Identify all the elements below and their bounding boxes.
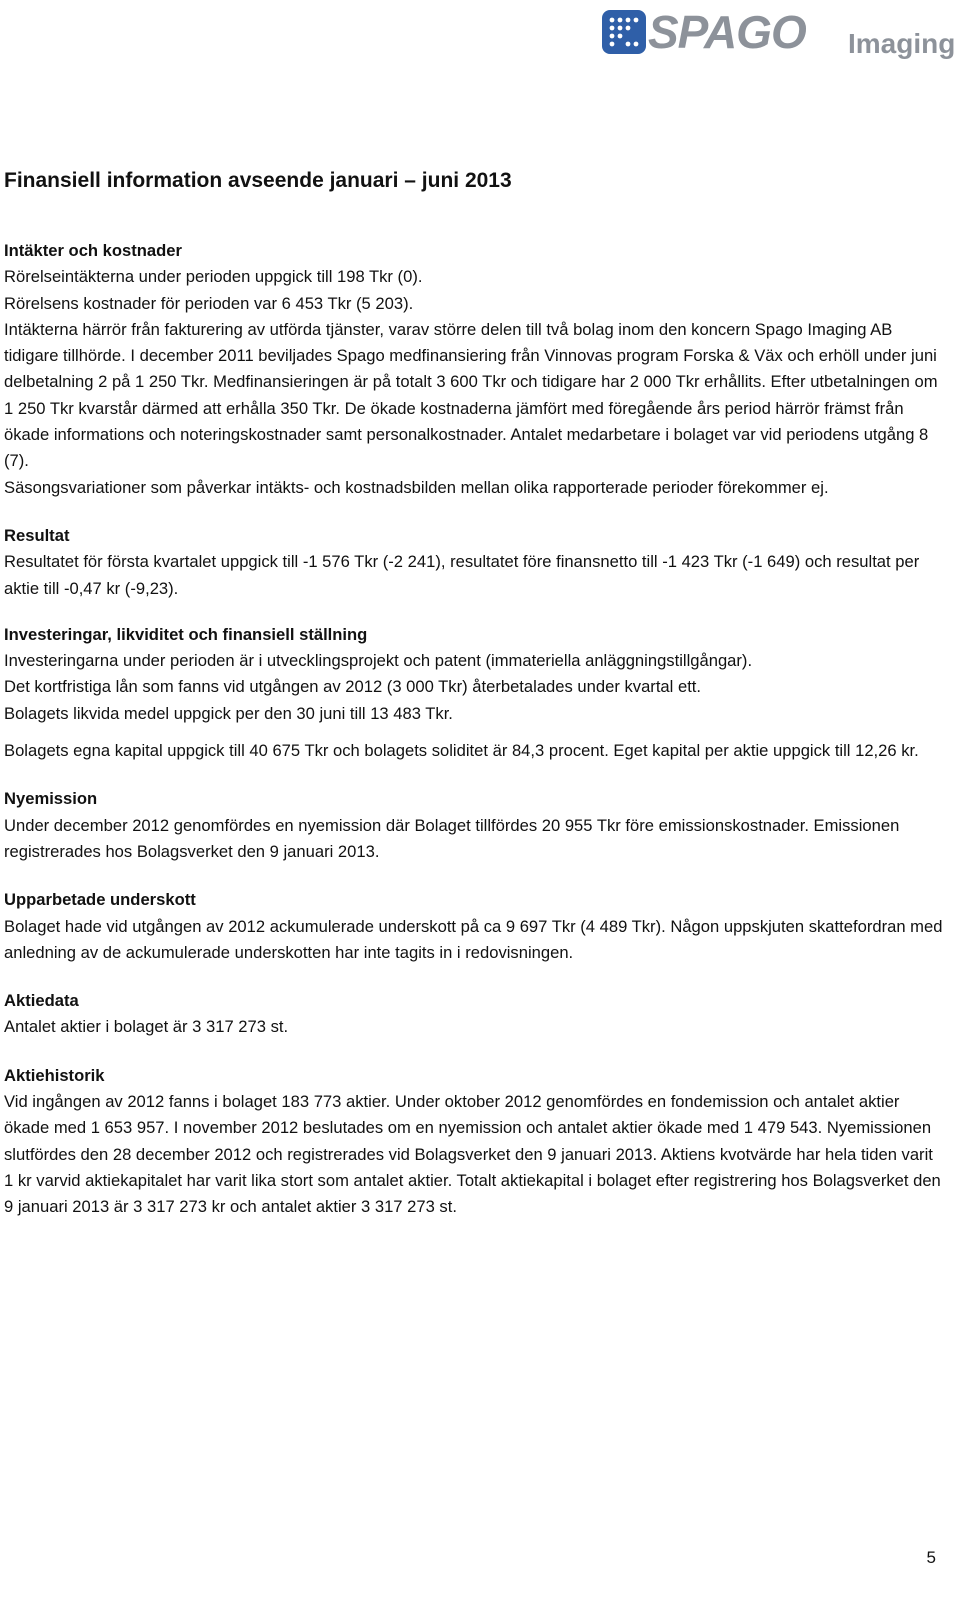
section-aktiehistorik (4, 1063, 944, 1221)
page-number: 5 (926, 1548, 936, 1567)
paragraph: Under december 2012 genomfördes en nyemission där Bolaget tillfördes 20 955 Tkr före emissionskostnader. Emissionen registrerades hos Bolagsverket den 9 januari 2013. (4, 815, 900, 861)
paragraph: Antalet aktier i bolaget är 3 317 273 st. (4, 1017, 289, 1037)
paragraph: Investeringarna under perioden är i utvecklingsprojekt och patent (immateriella anläggningstillgångar). (4, 651, 753, 671)
section-heading: Intäkter och kostnader (4, 241, 182, 260)
section-heading: Aktiedata (4, 991, 79, 1011)
document-body (4, 168, 944, 1221)
spago-logo-mark-icon (600, 8, 648, 56)
paragraph: Vid ingången av 2012 fanns i bolaget 183 773 aktier. Under oktober 2012 genomfördes en fondemission och antalet aktier ökade med 1 653 957. I november 2012 beslutades om en nyemission och antalet aktier ökade med 1 479 543. Nyemissionen slutfördes den 28 december 2012 och registrerades vid Bolagsverket den 9 januari 2013. Aktiens kvotvärde har hela tiden varit 1 kr varvid aktiekapitalet har varit lika stort som antalet aktier. Totalt aktiekapital i bolaget efter registrering hos Bolagsverket den 9 januari 2013 är 3 317 273 kr och antalet aktier 3 317 273 st. (4, 1092, 941, 1217)
section-nyemission (4, 786, 944, 865)
section-heading: Resultat (4, 525, 70, 545)
section-resultat (4, 523, 944, 602)
paragraph: Det kortfristiga lån som fanns vid utgången av 2012 (3 000 Tkr) återbetalades under kvartal ett. (4, 677, 702, 697)
logo-brand-text: SPAGO (648, 6, 806, 58)
logo-sub-text: Imaging (848, 28, 956, 59)
paragraph: Rörelseintäkterna under perioden uppgick till 198 Tkr (0). (4, 267, 423, 287)
section-investeringar (4, 622, 944, 764)
section-heading: Aktiehistorik (4, 1065, 105, 1085)
spago-imaging-logo (600, 6, 956, 64)
section-heading: Nyemission (4, 789, 98, 809)
paragraph: Bolagets egna kapital uppgick till 40 675 Tkr och bolagets soliditet är 84,3 procent. Eget kapital per aktie uppgick till 12,26 kr. (4, 741, 919, 761)
paragraph: Resultatet för första kvartalet uppgick till -1 576 Tkr (-2 241), resultatet före finansnetto till -1 423 Tkr (-1 649) och resultat per aktie till -0,47 kr (-9,23). (4, 552, 920, 598)
section-underskott (4, 887, 944, 966)
section-heading: Upparbetade underskott (4, 890, 196, 910)
paragraph: Intäkterna härrör från fakturering av utförda tjänster, varav större delen till två bolag inom den koncern Spago Imaging AB tidigare tillhörde. I december 2011 beviljades Spago medfinansiering från Vinnovas program Forska & Väx och erhöll under juni delbetalning 2 på 1 250 Tkr. Medfinansieringen är på totalt 3 600 Tkr och tidigare har 2 000 Tkr erhållits. Efter utbetalningen om 1 250 Tkr kvarstår därmed att erhålla 350 Tkr. De ökade kostnaderna jämfört med föregående års period härrör främst från ökade informations och noteringskostnader samt personalkostnader. Antalet medarbetare i bolaget var vid periodens utgång 8 (7). (4, 319, 938, 471)
page-title: Finansiell information avseende januari – juni 2013 (4, 169, 512, 192)
section-heading: Investeringar, likviditet och finansiell ställning (4, 624, 368, 644)
section-aktiedata (4, 988, 944, 1041)
paragraph: Säsongsvariationer som påverkar intäkts- och kostnadsbilden mellan olika rapporterade perioder förekommer ej. (4, 477, 829, 497)
section-intakter (4, 238, 944, 501)
paragraph: Rörelsens kostnader för perioden var 6 453 Tkr (5 203). (4, 293, 414, 313)
paragraph: Bolaget hade vid utgången av 2012 ackumulerade underskott på ca 9 697 Tkr (4 489 Tkr). Någon uppskjuten skattefordran med anledning av de ackumulerade underskotten har inte tagits in i redovisningen. (4, 916, 943, 962)
paragraph: Bolagets likvida medel uppgick per den 30 juni till 13 483 Tkr. (4, 703, 453, 723)
